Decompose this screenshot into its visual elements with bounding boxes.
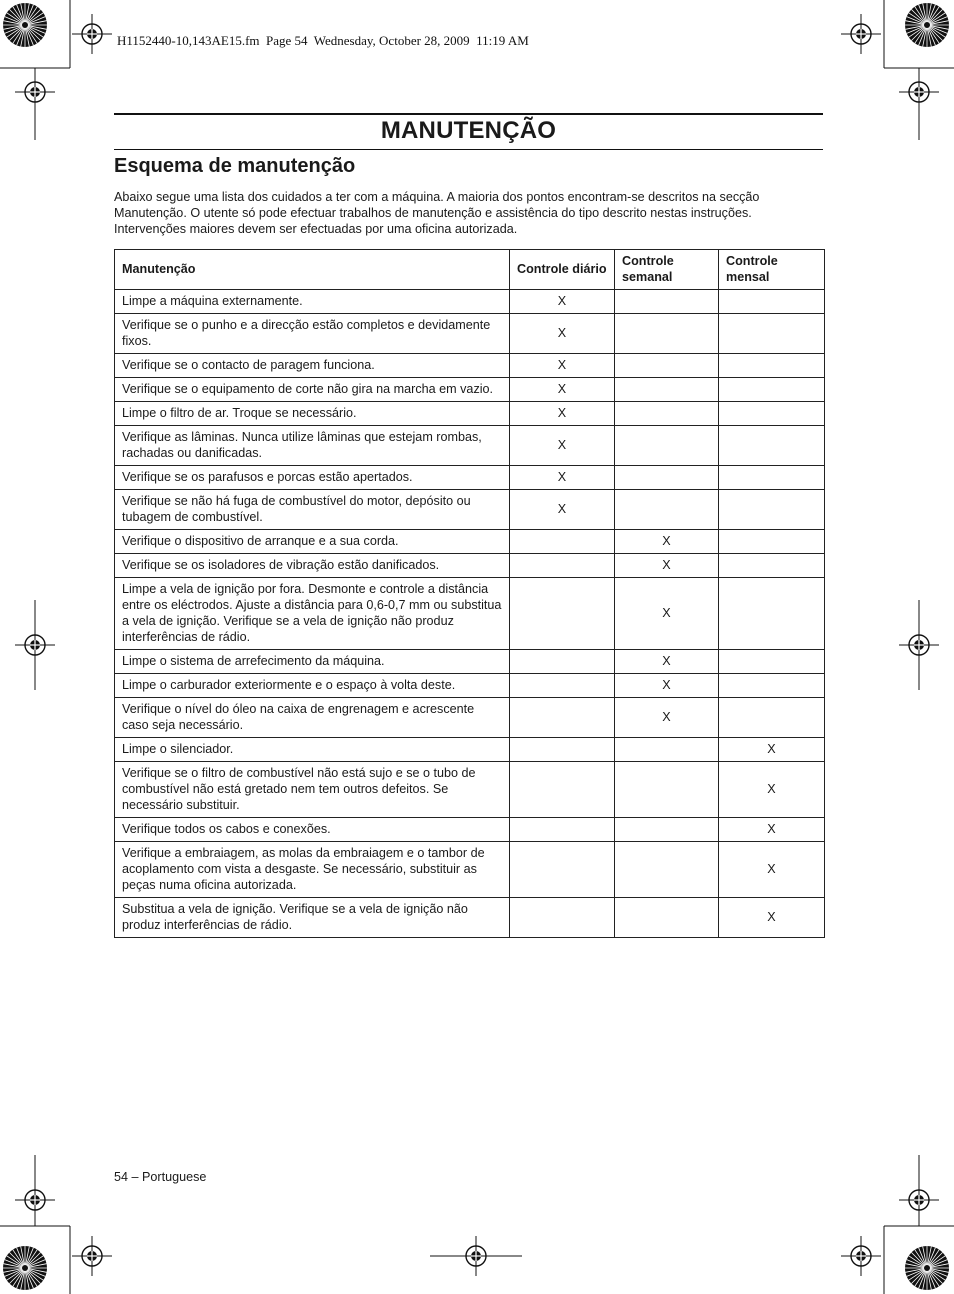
- monthly-cell: X: [719, 818, 825, 842]
- weekly-cell: [615, 402, 719, 426]
- registration-crosshair-icon: [899, 72, 939, 112]
- page-footer: 54 – Portuguese: [114, 1170, 207, 1184]
- monthly-cell: X: [719, 842, 825, 898]
- daily-cell: [510, 762, 615, 818]
- monthly-cell: [719, 578, 825, 650]
- task-cell: Verifique se o punho e a direcção estão completos e devidamente fixos.: [115, 314, 510, 354]
- task-cell: Verifique se os parafusos e porcas estão apertados.: [115, 466, 510, 490]
- task-cell: Verifique todos os cabos e conexões.: [115, 818, 510, 842]
- starburst-target-icon: [3, 1246, 47, 1290]
- task-cell: Limpe o filtro de ar. Troque se necessário.: [115, 402, 510, 426]
- monthly-cell: [719, 650, 825, 674]
- table-row: [115, 698, 825, 738]
- starburst-target-icon: [905, 3, 949, 47]
- daily-cell: [510, 674, 615, 698]
- monthly-cell: [719, 354, 825, 378]
- task-cell: Limpe o carburador exteriormente e o espaço à volta deste.: [115, 674, 510, 698]
- weekly-cell: [615, 354, 719, 378]
- daily-cell: X: [510, 466, 615, 490]
- task-cell: Limpe o silenciador.: [115, 738, 510, 762]
- daily-cell: X: [510, 490, 615, 530]
- header-daily: Controle diário: [510, 250, 615, 290]
- table-row: [115, 426, 825, 466]
- daily-cell: [510, 650, 615, 674]
- header-weekly: Controle semanal: [615, 250, 719, 290]
- weekly-cell: X: [615, 578, 719, 650]
- daily-cell: X: [510, 402, 615, 426]
- registration-crosshair-icon: [899, 1180, 939, 1220]
- monthly-cell: [719, 698, 825, 738]
- registration-crosshair-icon: [15, 625, 55, 665]
- daily-cell: [510, 698, 615, 738]
- weekly-cell: [615, 818, 719, 842]
- weekly-cell: [615, 290, 719, 314]
- task-cell: Verifique o dispositivo de arranque e a sua corda.: [115, 530, 510, 554]
- weekly-cell: [615, 738, 719, 762]
- monthly-cell: [719, 314, 825, 354]
- weekly-cell: X: [615, 674, 719, 698]
- header-task: Manutenção: [115, 250, 510, 290]
- daily-cell: [510, 578, 615, 650]
- table-row: [115, 578, 825, 650]
- starburst-target-icon: [905, 1246, 949, 1290]
- monthly-cell: X: [719, 738, 825, 762]
- task-cell: Verifique se o filtro de combustível não está sujo e se o tubo de combustível não está gretado nem tem outros defeitos. Se necessário substituir.: [115, 762, 510, 818]
- task-cell: Verifique as lâminas. Nunca utilize lâminas que estejam rombas, rachadas ou danificadas.: [115, 426, 510, 466]
- table-row: [115, 314, 825, 354]
- table-header-row: [115, 250, 825, 290]
- title-rule-top: [114, 113, 823, 115]
- registration-crosshair-icon: [72, 14, 112, 54]
- title-rule-bottom: [114, 149, 823, 150]
- task-cell: Limpe a vela de ignição por fora. Desmonte e controle a distância entre os eléctrodos. Ajuste a distância para 0,6-0,7 mm ou substitua a vela de ignição. Verifique se a vela de ignição não produz interferências de rádio.: [115, 578, 510, 650]
- weekly-cell: [615, 314, 719, 354]
- table-row: [115, 354, 825, 378]
- daily-cell: [510, 842, 615, 898]
- weekly-cell: X: [615, 554, 719, 578]
- registration-crosshair-icon: [15, 72, 55, 112]
- monthly-cell: [719, 466, 825, 490]
- registration-crosshair-icon: [841, 14, 881, 54]
- maintenance-table: [114, 249, 825, 938]
- daily-cell: X: [510, 290, 615, 314]
- starburst-target-icon: [3, 3, 47, 47]
- monthly-cell: [719, 378, 825, 402]
- header-monthly: Controle mensal: [719, 250, 825, 290]
- table-row: [115, 762, 825, 818]
- table-row: [115, 466, 825, 490]
- registration-crosshair-icon: [456, 1236, 496, 1276]
- intro-line: Manutenção. O utente só pode efectuar trabalhos de manutenção e assistência do tipo descrito nestas instruções.: [114, 206, 752, 220]
- weekly-cell: [615, 466, 719, 490]
- daily-cell: [510, 530, 615, 554]
- daily-cell: X: [510, 314, 615, 354]
- monthly-cell: X: [719, 898, 825, 938]
- weekly-cell: [615, 426, 719, 466]
- daily-cell: [510, 738, 615, 762]
- weekly-cell: X: [615, 530, 719, 554]
- page-subtitle: Esquema de manutenção: [114, 155, 356, 177]
- table-row: [115, 674, 825, 698]
- intro-line: Abaixo segue uma lista dos cuidados a ter com a máquina. A maioria dos pontos encontram-se descritos na secção: [114, 190, 760, 204]
- daily-cell: X: [510, 426, 615, 466]
- file-header: H1152440-10,143AE15.fm Page 54 Wednesday, October 28, 2009 11:19 AM: [117, 33, 529, 48]
- monthly-cell: X: [719, 762, 825, 818]
- task-cell: Verifique se não há fuga de combustível do motor, depósito ou tubagem de combustível.: [115, 490, 510, 530]
- table-row: [115, 490, 825, 530]
- table-row: [115, 738, 825, 762]
- weekly-cell: [615, 898, 719, 938]
- weekly-cell: [615, 490, 719, 530]
- daily-cell: [510, 898, 615, 938]
- task-cell: Substitua a vela de ignição. Verifique se a vela de ignição não produz interferências de rádio.: [115, 898, 510, 938]
- registration-crosshair-icon: [15, 1180, 55, 1220]
- table-body: [115, 290, 825, 938]
- table-row: [115, 650, 825, 674]
- table-row: [115, 378, 825, 402]
- weekly-cell: [615, 378, 719, 402]
- task-cell: Verifique a embraiagem, as molas da embraiagem e o tambor de acoplamento com vista a desgaste. Se necessário, substituir as peças numa oficina autorizada.: [115, 842, 510, 898]
- weekly-cell: [615, 842, 719, 898]
- task-cell: Verifique o nível do óleo na caixa de engrenagem e acrescente caso seja necessário.: [115, 698, 510, 738]
- section-title: MANUTENÇÃO: [380, 117, 557, 144]
- task-cell: Verifique se o equipamento de corte não gira na marcha em vazio.: [115, 378, 510, 402]
- registration-crosshair-icon: [899, 625, 939, 665]
- monthly-cell: [719, 554, 825, 578]
- intro-line: Intervenções maiores devem ser efectuadas por uma oficina autorizada.: [114, 222, 518, 236]
- monthly-cell: [719, 426, 825, 466]
- weekly-cell: X: [615, 650, 719, 674]
- task-cell: Verifique se o contacto de paragem funciona.: [115, 354, 510, 378]
- monthly-cell: [719, 674, 825, 698]
- monthly-cell: [719, 290, 825, 314]
- task-cell: Limpe a máquina externamente.: [115, 290, 510, 314]
- registration-crosshair-icon: [841, 1236, 881, 1276]
- monthly-cell: [719, 490, 825, 530]
- table-row: [115, 818, 825, 842]
- task-cell: Limpe o sistema de arrefecimento da máquina.: [115, 650, 510, 674]
- daily-cell: [510, 818, 615, 842]
- table-row: [115, 402, 825, 426]
- monthly-cell: [719, 530, 825, 554]
- table-row: [115, 554, 825, 578]
- daily-cell: [510, 554, 615, 578]
- daily-cell: X: [510, 378, 615, 402]
- registration-crosshair-icon: [72, 1236, 112, 1276]
- intro-paragraph: [114, 189, 826, 237]
- table-row: [115, 898, 825, 938]
- weekly-cell: [615, 762, 719, 818]
- monthly-cell: [719, 402, 825, 426]
- task-cell: Verifique se os isoladores de vibração estão danificados.: [115, 554, 510, 578]
- table-row: [115, 290, 825, 314]
- table-row: [115, 530, 825, 554]
- weekly-cell: X: [615, 698, 719, 738]
- table-row: [115, 842, 825, 898]
- daily-cell: X: [510, 354, 615, 378]
